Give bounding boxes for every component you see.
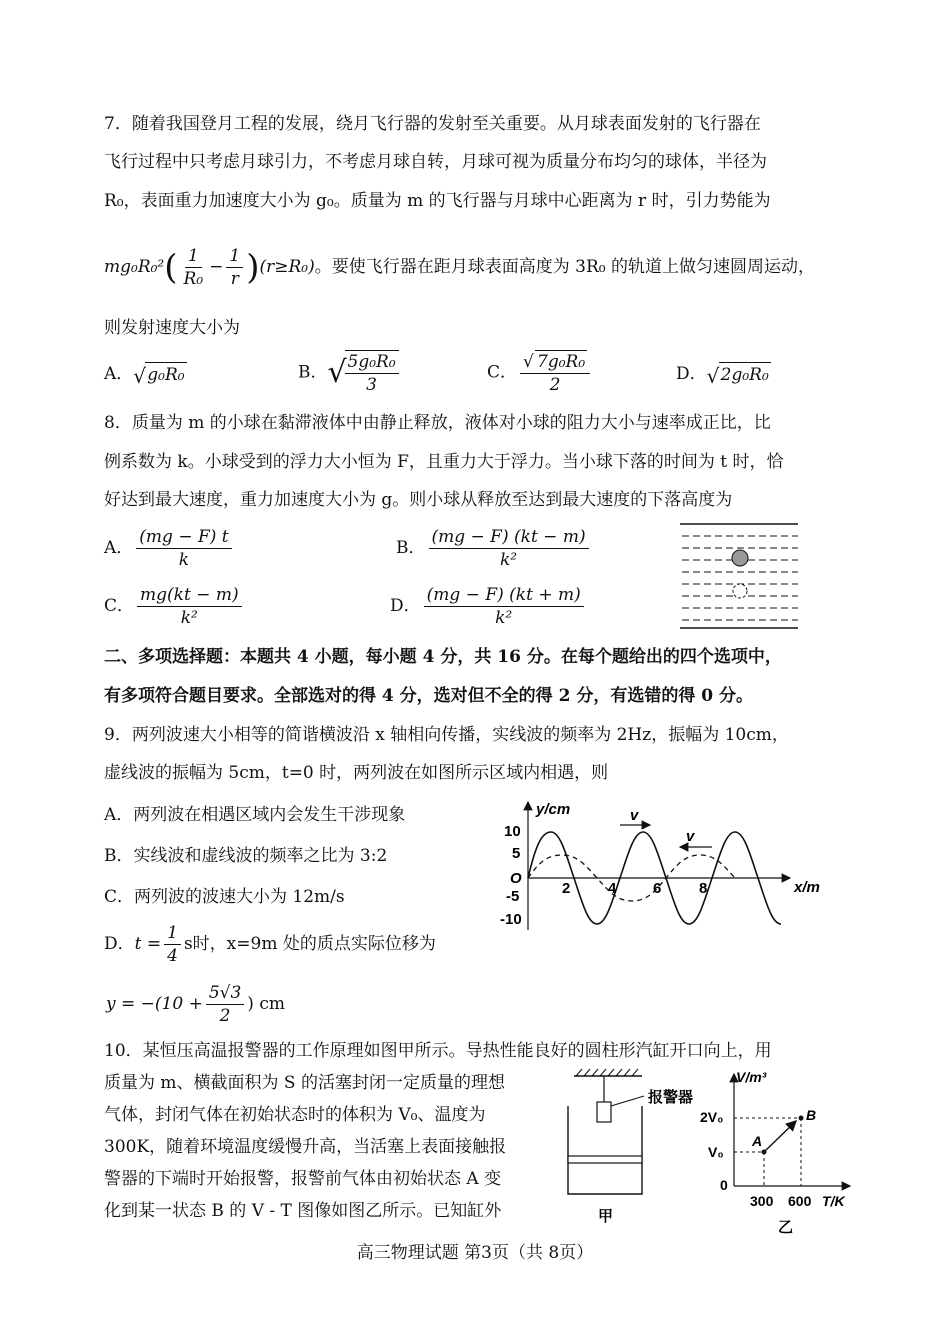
q9-option-b: B．实线波和虚线波的频率之比为 3:2 — [104, 846, 388, 866]
q7-line-3: R₀，表面重力加速度大小为 g₀。质量为 m 的飞行器与月球中心距离为 r 时，引力势能为 — [104, 191, 771, 211]
q7-option-c: C． √ 7g₀R₀ 2 — [487, 350, 593, 396]
y-axis-label: y/cm — [536, 801, 571, 818]
section2-line-1: 二、多项选择题：本题共 4 小题，每小题 4 分，共 16 分。在每个题给出的四个选项中， — [104, 647, 782, 667]
x-tick-4: 4 — [608, 880, 617, 897]
q7-formula-line: mg₀R₀²( $\frac{1}{\text{R₀}}$ − $\frac{1}{r}$ )(r≥R₀)。要使飞行器在距月球表面高度为 3R₀ 的轨道上做匀速圆周运动， — [104, 246, 815, 289]
q7-line-5: 则发射速度大小为 — [104, 318, 240, 338]
t-tick-300: 300 — [750, 1193, 774, 1209]
y-tick-neg5: -5 — [506, 888, 520, 905]
origin-label: O — [510, 870, 522, 887]
q7-line-1: 7．随着我国登月工程的发展，绕月飞行器的发射至关重要。从月球表面发射的飞行器在 — [104, 114, 761, 134]
q8-option-a: A． $\frac{(mg - F) t}{k}$ — [104, 526, 235, 571]
ball-icon — [732, 550, 748, 566]
q10-line-2: 质量为 m、横截面积为 S 的活塞封闭一定质量的理想 — [104, 1073, 505, 1093]
process-line-ab — [764, 1121, 796, 1152]
origin-zero: 0 — [720, 1177, 728, 1193]
figure-jia-caption: 甲 — [598, 1208, 614, 1225]
v-axis-label: V/m³ — [736, 1069, 767, 1085]
t-tick-600: 600 — [788, 1193, 812, 1209]
figure-yi-caption: 乙 — [778, 1219, 794, 1236]
q10-line-4: 300K，随着环境温度缓慢升高，当活塞上表面接触报 — [104, 1137, 507, 1157]
q8-option-c: C． $\frac{mg(kt - m)}{\text{k²}}$ — [104, 584, 245, 629]
q7-option-d: D． √ 2g₀R₀ — [676, 364, 769, 388]
q9-option-d-result: y = −(10 + $\frac{5√3}{2}$ ) cm — [106, 983, 285, 1026]
point-a — [762, 1150, 767, 1155]
point-b-label: B — [806, 1107, 817, 1123]
q9-line-2: 虚线波的振幅为 5cm，t=0 时，两列波在如图所示区域内相遇，则 — [104, 763, 609, 783]
section2-line-2: 有多项符合题目要求。全部选对的得 4 分，选对但不全的得 2 分，有选错的得 0 分。 — [104, 686, 753, 706]
q7-option-a: A． √ g₀R₀ — [104, 364, 185, 388]
q10-line-6: 化到某一状态 B 的 V - T 图像如图乙所示。已知缸外 — [104, 1201, 502, 1221]
q9-option-c: C．两列波的波速大小为 12m/s — [104, 887, 345, 907]
t-axis-label: T/K — [822, 1193, 845, 1209]
page-footer: 高三物理试题 第3页（共 8页） — [356, 1243, 594, 1263]
x-tick-6: 6 — [653, 880, 662, 897]
q8-line-2: 例系数为 k。小球受到的浮力大小恒为 F，且重力大于浮力。当小球下落的时间为 t 时，恰 — [104, 452, 784, 472]
y-tick-neg10: -10 — [500, 911, 522, 928]
velocity-left-label: v — [686, 828, 695, 845]
y-tick-10: 10 — [504, 823, 521, 840]
velocity-right-label: v — [630, 807, 639, 824]
q7-formula-prefix: mg₀R₀² — [104, 257, 165, 277]
q9-wave-graph — [498, 794, 838, 936]
q9-line-1: 9．两列波速大小相等的简谐横波沿 x 轴相向传播，实线波的频率为 2Hz，振幅为 10cm， — [104, 725, 789, 745]
piston — [568, 1156, 642, 1163]
x-axis-label: x/m — [794, 879, 820, 896]
x-tick-2: 2 — [562, 880, 571, 897]
q7-condition: (r≥R₀) — [259, 257, 315, 277]
point-a-label: A — [752, 1133, 763, 1149]
q8-line-3: 好达到最大速度，重力加速度大小为 g。则小球从释放至达到最大速度的下落高度为 — [104, 490, 733, 510]
q7-formula-tail: 。要使飞行器在距月球表面高度为 3R₀ 的轨道上做匀速圆周运动， — [314, 257, 815, 277]
q10-line-1: 10．某恒压高温报警器的工作原理如图甲所示。导热性能良好的圆柱形汽缸开口向上，用 — [104, 1041, 772, 1061]
q7-frac-2: $\frac{1}{r}$ — [226, 245, 243, 290]
point-b — [799, 1116, 804, 1121]
alarm-device — [597, 1102, 611, 1122]
q8-option-d: D． $\frac{(mg - F) (kt + m)}{\text{k²}}$ — [390, 584, 587, 629]
v-tick-2v0: 2V₀ — [700, 1109, 724, 1125]
q8-liquid-figure — [678, 520, 802, 632]
q7-option-b: B． √ $\frac{\text{5g₀R₀}}{3}$ — [298, 350, 402, 396]
v-tick-v0: V₀ — [708, 1144, 724, 1160]
q7-frac-1: $\frac{1}{\text{R₀}}$ — [183, 246, 204, 289]
q7-line-2: 飞行过程中只考虑月球引力，不考虑月球自转，月球可视为质量分布均匀的球体，半径为 — [104, 152, 767, 172]
q10-figure-jia — [560, 1068, 710, 1228]
q8-option-b: B． $\frac{(mg - F) (kt - m)}{\text{k²}}$ — [396, 526, 592, 571]
ball-ghost-icon — [733, 584, 747, 598]
x-tick-8: 8 — [699, 880, 708, 897]
q9-option-d: D．t = $\frac{1}{4}$ s时，x=9m 处的质点实际位移为 — [104, 923, 436, 966]
q10-line-3: 气体，封闭气体在初始状态时的体积为 V₀、温度为 — [104, 1105, 486, 1125]
alarm-label: 报警器 — [648, 1089, 694, 1106]
q10-figure-yi — [700, 1068, 860, 1238]
y-tick-5: 5 — [512, 845, 521, 862]
q10-line-5: 警器的下端时开始报警，报警前气体由初始状态 A 变 — [104, 1169, 502, 1189]
q8-line-1: 8．质量为 m 的小球在黏滞液体中由静止释放，液体对小球的阻力大小与速率成正比，比 — [104, 413, 771, 433]
q9-option-a: A．两列波在相遇区域内会发生干涉现象 — [104, 805, 406, 825]
